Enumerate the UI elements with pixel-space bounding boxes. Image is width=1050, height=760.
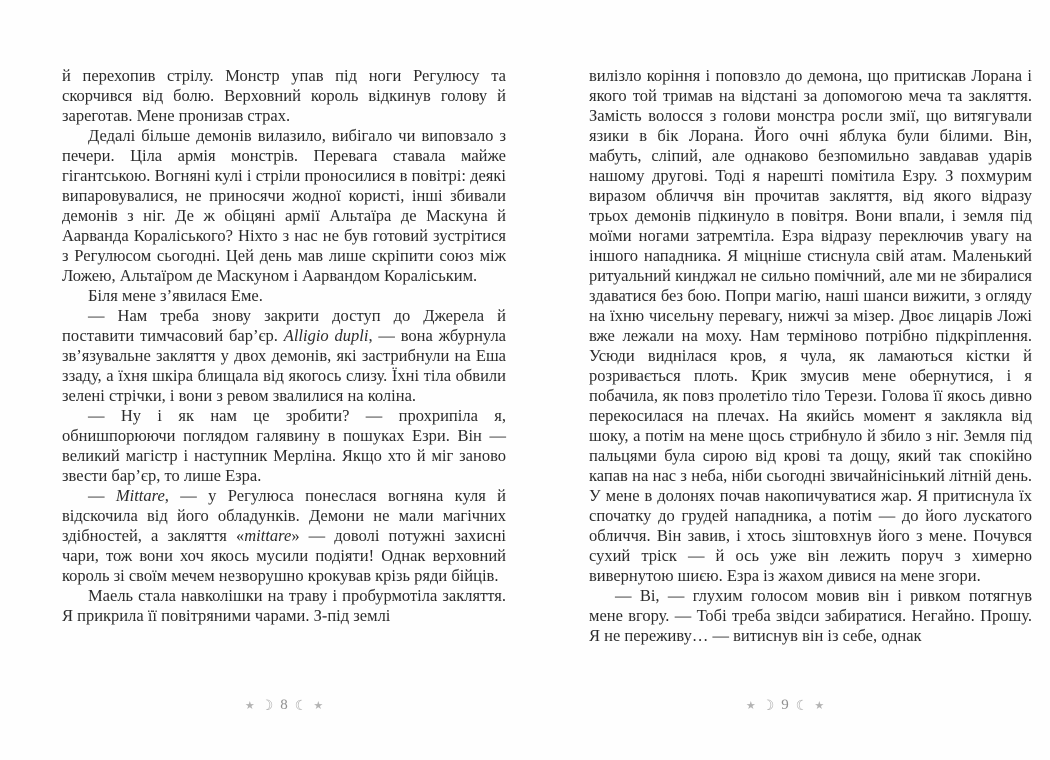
paragraph-text: — Ну і як нам це зробити? — прохрипіла я, обнишпорюючи поглядом галявину в пошуках Езри. Він — великий магістр і наступник Мерліна. Якщо хто й міг заново звести бар’єр, то лише Езра. [62,406,506,485]
paragraph [589,66,1032,586]
paragraph [62,286,506,306]
spell-name-italic: Mittare [115,486,165,505]
paragraph [62,486,506,586]
paragraph-text: вилізло коріння і поповзло до демона, що притискав Лорана і якого той тримав на відстані за допомогою меча та закляття. Замість волосся з голови монстра росли змії, що витягували язики в бік Лорана. Його очні яблука були білими. Він, мабуть, сліпий, але однаково безпомильно завдавав ударів нашому другові. Тоді я нарешті помітила Езру. З похмурим виразом обличчя він прочитав закляття, від якого відразу трьох демонів підкинуло в повітря. Вони впали, і земля під моїми ногами затремтіла. Езра відразу переключив увагу на іншого нападника. Я міцніше стиснула свій атам. Маленький ритуальний кинджал не сильно помічний, але ми не збиралися здаватися без бою. Попри магію, наші шанси вижити, з огляду на їхню чисельну перевагу, нижчі за мізер. Двоє лицарів Ложі вже лежали на моху. Нам терміново потрібно підкріплення. Усюди виднілася кров, я чула, як ламаються кістки й розривається плоть. Крик змусив мене обернутися, і я побачила, як повз пролетіло тіло Терези. Голова її якось дивно перекосилася на плечах. На якийсь момент я заклякла від шоку, а потім на мене щось стрибнуло й збило з ніг. Земля під пальцями була сирою від крові та дощу, який так спокійно капав на нас з неба, ніби сьогодні звичайнісінький літній день. У мене в долонях почав накопичуватися жар. Я притиснула їх спочатку до грудей нападника, а потім — до його лускатого обличчя. Він завив, і хтось зіштовхнув його з мене. Почувся сухий тріск — й ось уже він лежить поруч з химерно вивернутою шиєю. Езра із жахом дивися на мене згори. [589,66,1032,585]
paragraph [62,306,506,406]
crescent-moon-left-icon: ☽ [260,697,274,714]
book-page-left-text [62,66,506,626]
crescent-moon-right-icon: ☾ [795,697,809,714]
page-number-right: 9 [781,697,789,713]
paragraph-text: — [88,486,116,505]
crescent-moon-left-icon: ☽ [761,697,775,714]
page-footer-right [746,698,824,713]
paragraph [62,126,506,286]
star-icon: ★ [814,699,825,712]
star-icon: ★ [313,699,324,712]
paragraph-text: — Ві, — глухим голосом мовив він і ривком потягнув мене вгору. — Тобі треба звідси забиратися. Негайно. Прошу. Я не переживу… — витиснув він із себе, однак [589,586,1032,645]
spell-name-italic: mittare [244,526,292,545]
paragraph-text: Дедалі більше демонів вилазило, вибігало чи виповзало з печери. Ціла армія монстрів. Перевага ставала майже гігантською. Вогняні кулі і стріли проносилися в повітрі: деякі випаровувалися, не приносячи жодної користі, інші збивали демонів з ніг. Де ж обіцяні армії Альтаїра де Маскуна й Аарванда Кораліського? Ніхто з нас не був готовий зустрітися з Регулюсом сьогодні. Цей день мав лише скріпити союз між Ложею, Альтаїром де Маскуном і Аарвандом Кораліським. [62,126,506,285]
book-page-right-text [589,66,1032,646]
paragraph-text: й перехопив стрілу. Монстр упав під ноги Регулюсу та скорчився від болю. Верховний король відкинув голову й зареготав. Мене пронизав страх. [62,66,506,125]
paragraph [589,586,1032,646]
paragraph [62,586,506,626]
spell-name-italic: Alligio dupli [283,326,369,345]
crescent-moon-right-icon: ☾ [294,697,308,714]
paragraph-text: — Нам треба знову закрити доступ до Джерела й поставити тимчасовий бар’єр. [62,306,506,345]
page-number-left: 8 [280,697,288,713]
star-icon: ★ [244,699,255,712]
paragraph-text: , — у Регулюса понеслася вогняна куля й відскочила від його обладунків. Демони не мали магічних здібностей, а закляття « [62,486,507,545]
paragraph [62,406,506,486]
paragraph-text: Маель стала навколішки на траву і пробурмотіла закляття. Я прикрила її повітряними чарами. З-під землі [62,586,506,625]
paragraph-text: Біля мене з’явилася Еме. [88,286,263,305]
page-footer-left [245,698,323,713]
paragraph-text: » — доволі потужні захисні чари, тож вони хоч якось мусили подіяти! Однак верховний король зі своїм мечем незворушно крокував крізь ряди бійців. [62,526,506,585]
paragraph [62,66,506,126]
paragraph-text: , — вона жбурнула зв’язувальне закляття у двох демонів, які застрибнули на Еша ззаду, а їхня шкіра блищала від якогось слизу. Їхні тіла обвили зелені стрічки, і вони з ревом звалилися на коліна. [62,326,506,405]
star-icon: ★ [745,699,756,712]
